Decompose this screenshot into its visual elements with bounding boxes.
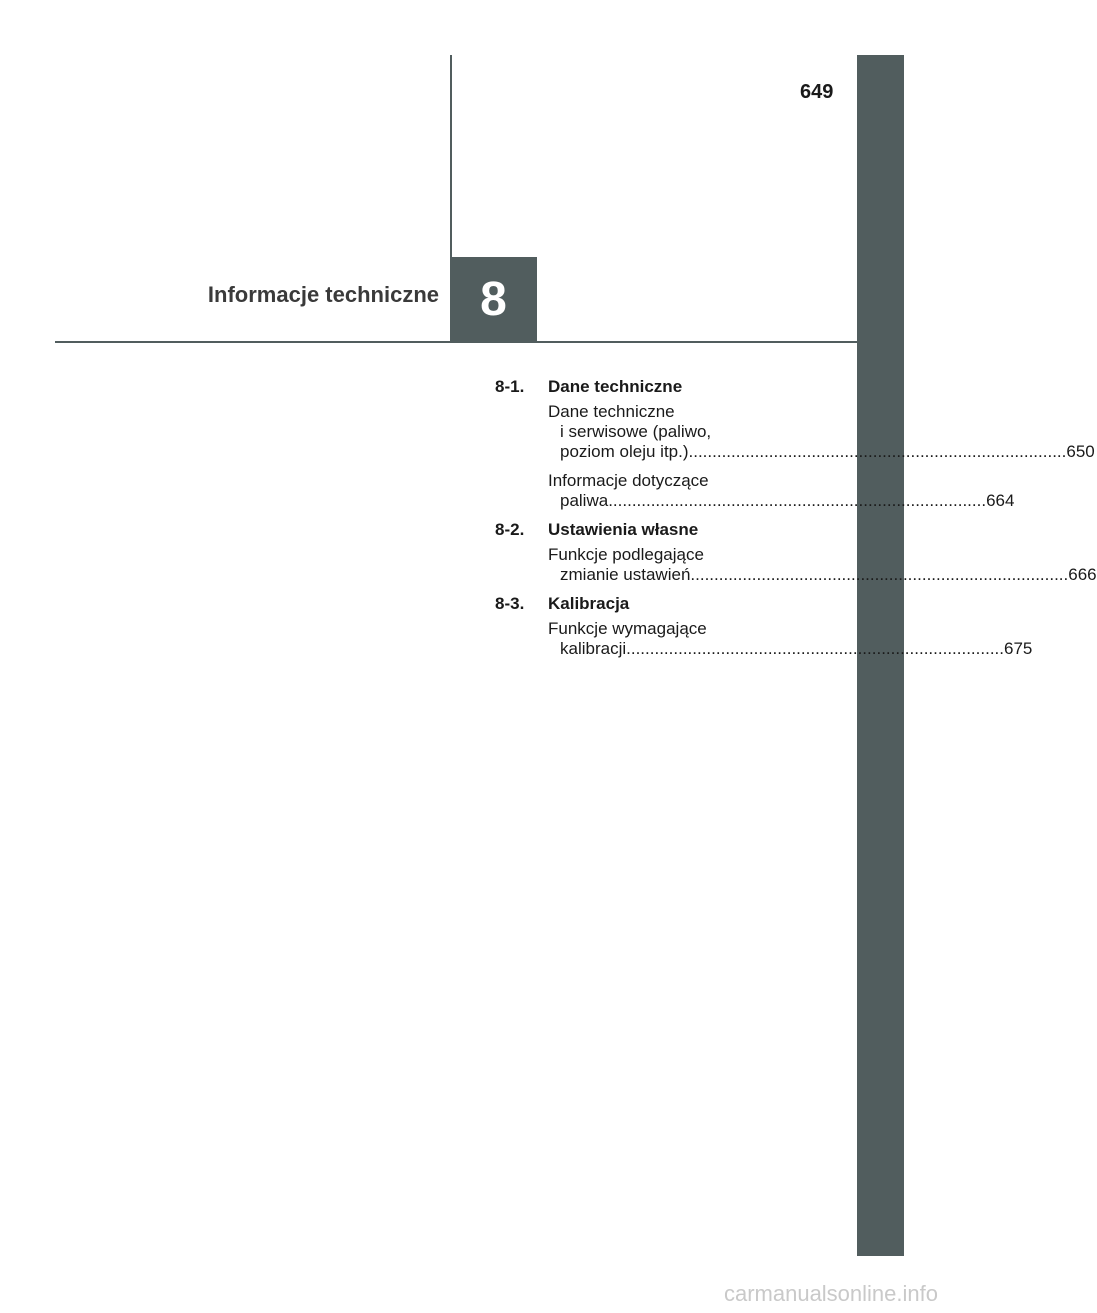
entry-text: paliwa [560,491,609,510]
dot-leader: ................................................................................ [690,565,1069,584]
entry-page: 650 [1066,442,1095,461]
dot-leader: ................................................................................ [608,491,987,510]
entry-text: zmianie ustawień [560,565,691,584]
toc-section [495,520,825,545]
section-title: Dane techniczne [548,377,683,396]
toc-entry[interactable] [548,402,1095,462]
toc-entry[interactable] [548,545,1097,585]
section-number: 8-3. [495,594,525,613]
section-title: Ustawienia własne [548,520,699,539]
chapter-number: 8 [480,273,507,326]
chapter-title: Informacje techniczne [207,282,439,307]
page-number: 649 [800,81,834,103]
entry-line: Funkcje podlegające [548,545,704,564]
entry-last-line [548,491,1015,511]
dot-leader: ................................................................................ [688,442,1067,461]
entry-text: kalibracji [560,639,627,658]
entry-page: 666 [1068,565,1097,584]
entry-last-line [548,639,1033,659]
section-number: 8-1. [495,377,525,396]
toc-entry[interactable] [548,619,1033,659]
entry-last-line [548,442,1095,462]
section-title: Kalibracja [548,594,630,613]
toc-entry[interactable] [548,471,1015,511]
header-vertical-rule [450,55,452,257]
chapter-number-box [450,257,537,342]
entry-line: i serwisowe (paliwo, [560,422,712,441]
entry-last-line [548,565,1097,585]
watermark: carmanualsonline.info [723,1281,938,1306]
toc-section [495,377,825,402]
section-number: 8-2. [495,520,525,539]
entry-page: 675 [1004,639,1033,658]
entry-page: 664 [986,491,1015,510]
table-of-contents [495,377,1097,668]
toc-section [495,594,825,619]
entry-line: Dane techniczne [548,402,675,421]
entry-text: poziom oleju itp.) [560,442,689,461]
entry-line: Informacje dotyczące [548,471,709,490]
entry-line: Funkcje wymagające [548,619,707,638]
dot-leader: ................................................................................ [626,639,1004,658]
